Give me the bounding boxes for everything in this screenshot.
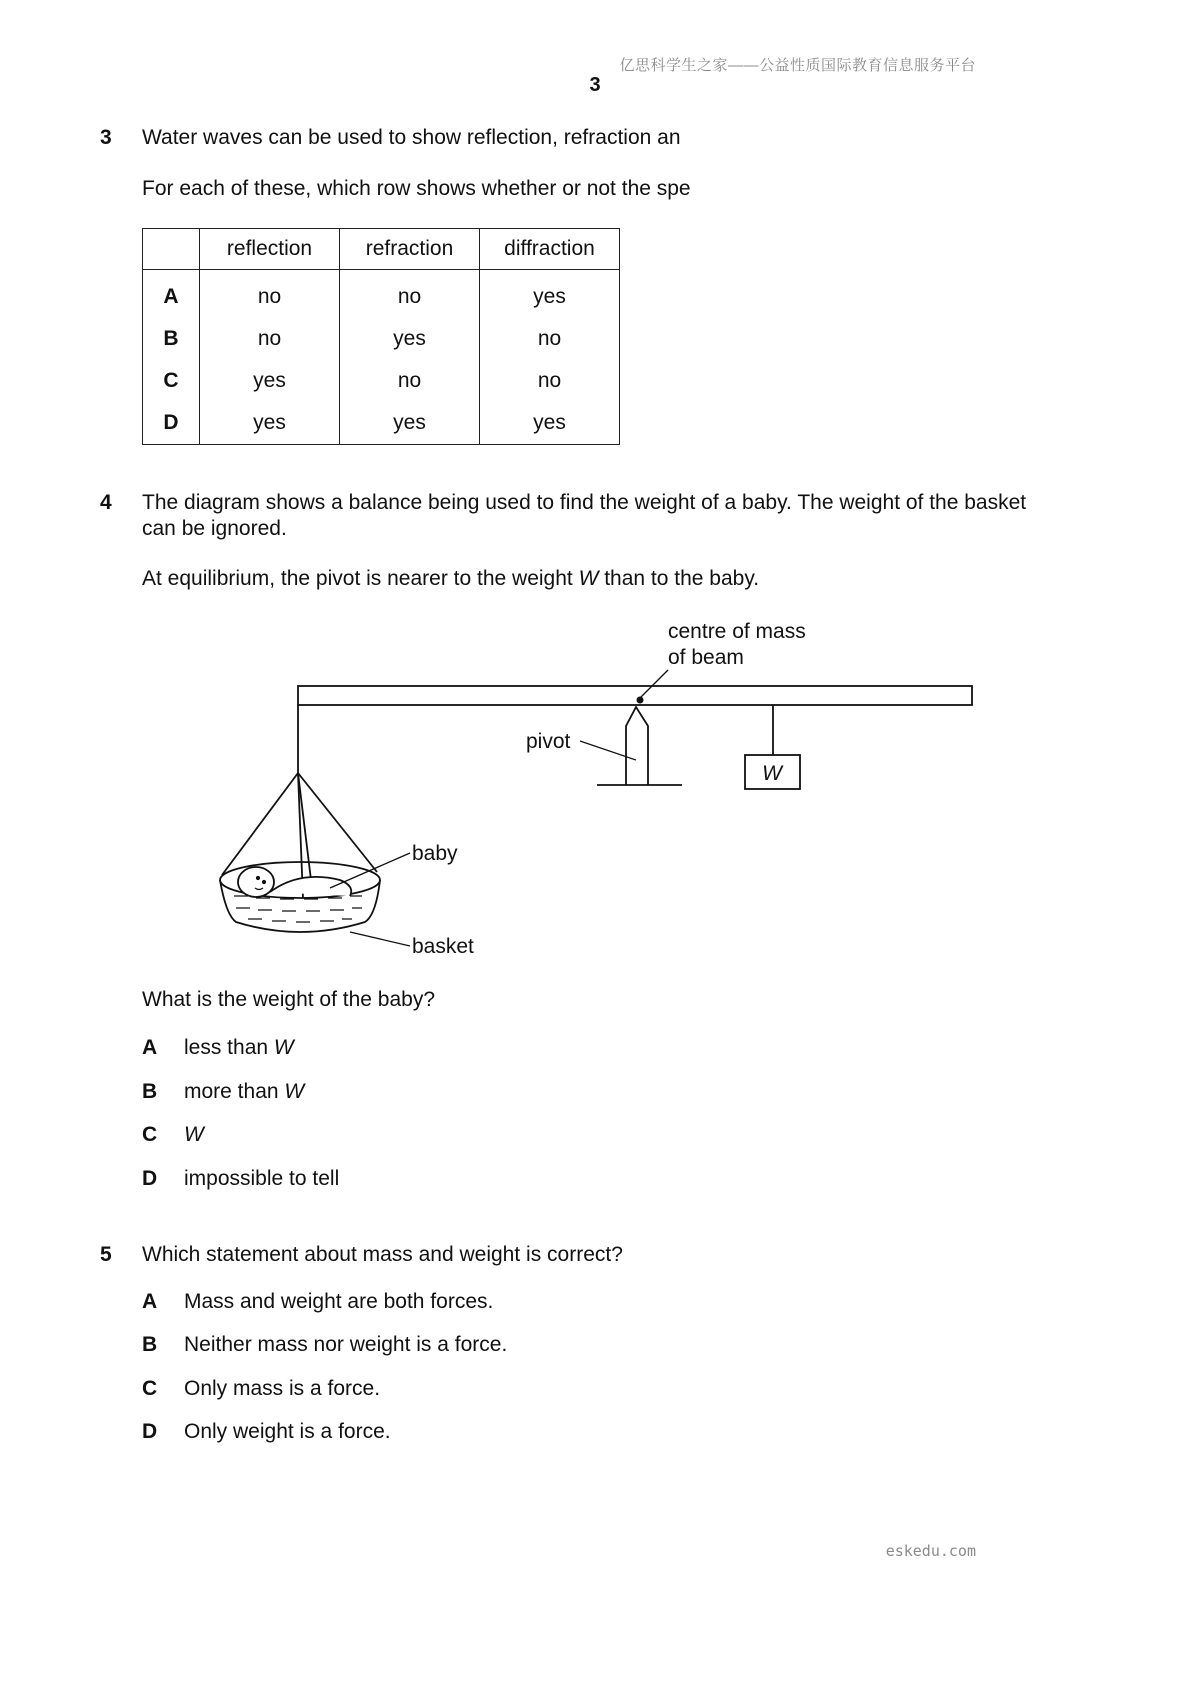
table-cell: no (340, 360, 480, 402)
table-row (143, 318, 620, 360)
option-text: Neither mass nor weight is a force. (184, 1333, 508, 1356)
option-text: more than (184, 1080, 285, 1103)
basket-leader-line (350, 932, 410, 946)
q4-text-line1: The diagram shows a balance being used to find the weight of a baby. The weight of the basket (142, 491, 1027, 514)
label-basket: basket (412, 935, 474, 958)
option-text: less than (184, 1036, 274, 1059)
table-header-row (143, 229, 620, 270)
table-cell: yes (200, 402, 340, 445)
table-row (143, 270, 620, 319)
table-header-cell: diffraction (480, 229, 620, 270)
table-cell: yes (340, 402, 480, 445)
q4-number: 4 (100, 491, 112, 514)
equilibrium-text-post: than to the baby. (598, 567, 760, 590)
table-cell: no (200, 318, 340, 360)
centre-of-mass-dot (637, 697, 644, 704)
q3-text: Water waves can be used to show reflection, refraction an (142, 126, 681, 149)
option-text: Only weight is a force. (184, 1420, 391, 1443)
centre-leader-line (640, 670, 668, 698)
option-letter: D (142, 1167, 158, 1190)
q5-question: Which statement about mass and weight is correct? (142, 1243, 623, 1266)
pivot (597, 707, 682, 785)
table-cell: no (340, 270, 480, 319)
equilibrium-variable: W (578, 567, 599, 590)
table-header-cell: refraction (340, 229, 480, 270)
q4-question: What is the weight of the baby? (142, 988, 436, 1011)
table-cell: yes (340, 318, 480, 360)
equilibrium-text-pre: At equilibrium, the pivot is nearer to the weight (142, 567, 579, 590)
table-cell: no (200, 270, 340, 319)
option-text: Only mass is a force. (184, 1377, 381, 1400)
option-text: impossible to tell (184, 1167, 340, 1190)
q4-equilibrium-statement (142, 567, 759, 591)
option-letter: C (142, 1123, 158, 1146)
q3-prompt: For each of these, which row shows whether or not the spe (142, 177, 691, 200)
option-letter: A (142, 1036, 158, 1059)
page-number: 3 (589, 74, 601, 96)
table-cell: yes (480, 402, 620, 445)
table-row (143, 402, 620, 445)
q4-option-a (142, 1036, 294, 1060)
option-variable: W (273, 1036, 294, 1059)
table-cell: no (480, 318, 620, 360)
beam (298, 686, 972, 705)
table-row (143, 360, 620, 402)
balance-diagram (0, 600, 1190, 960)
label-baby: baby (412, 842, 458, 865)
footer-site: eskedu.com (885, 1542, 976, 1560)
q3-answer-table (142, 228, 620, 445)
header-site-banner: 亿思科学生之家——公益性质国际教育信息服务平台 (619, 57, 976, 74)
q3-number: 3 (100, 126, 112, 149)
row-label: B (143, 318, 200, 360)
option-letter: C (142, 1377, 158, 1400)
q4-option-d (142, 1167, 339, 1191)
option-variable: W (184, 1123, 204, 1146)
q4-text-line2: can be ignored. (142, 517, 287, 540)
option-letter: B (142, 1080, 158, 1103)
q4-option-c (142, 1123, 204, 1147)
table-header-cell: reflection (200, 229, 340, 270)
label-pivot: pivot (526, 730, 571, 753)
option-letter: D (142, 1420, 158, 1443)
q5-option-a (142, 1290, 493, 1314)
option-variable: W (284, 1080, 305, 1103)
table-cell: no (480, 360, 620, 402)
option-letter: B (142, 1333, 158, 1356)
q5-option-c (142, 1377, 380, 1401)
row-label: C (143, 360, 200, 402)
option-text: Mass and weight are both forces. (184, 1290, 494, 1313)
q5-option-b (142, 1333, 507, 1357)
label-centre-line2: of beam (668, 646, 744, 669)
baby-leader-line (330, 853, 410, 888)
row-label: A (143, 270, 200, 319)
row-label: D (143, 402, 200, 445)
option-letter: A (142, 1290, 158, 1313)
baby-figure (238, 867, 351, 897)
q5-number: 5 (100, 1243, 112, 1266)
q4-option-b (142, 1080, 304, 1104)
label-centre-line1: centre of mass (668, 620, 806, 643)
table-header-cell (143, 229, 200, 270)
table-cell: yes (480, 270, 620, 319)
q5-option-d (142, 1420, 391, 1444)
label-weight: W (762, 762, 782, 785)
table-cell: yes (200, 360, 340, 402)
